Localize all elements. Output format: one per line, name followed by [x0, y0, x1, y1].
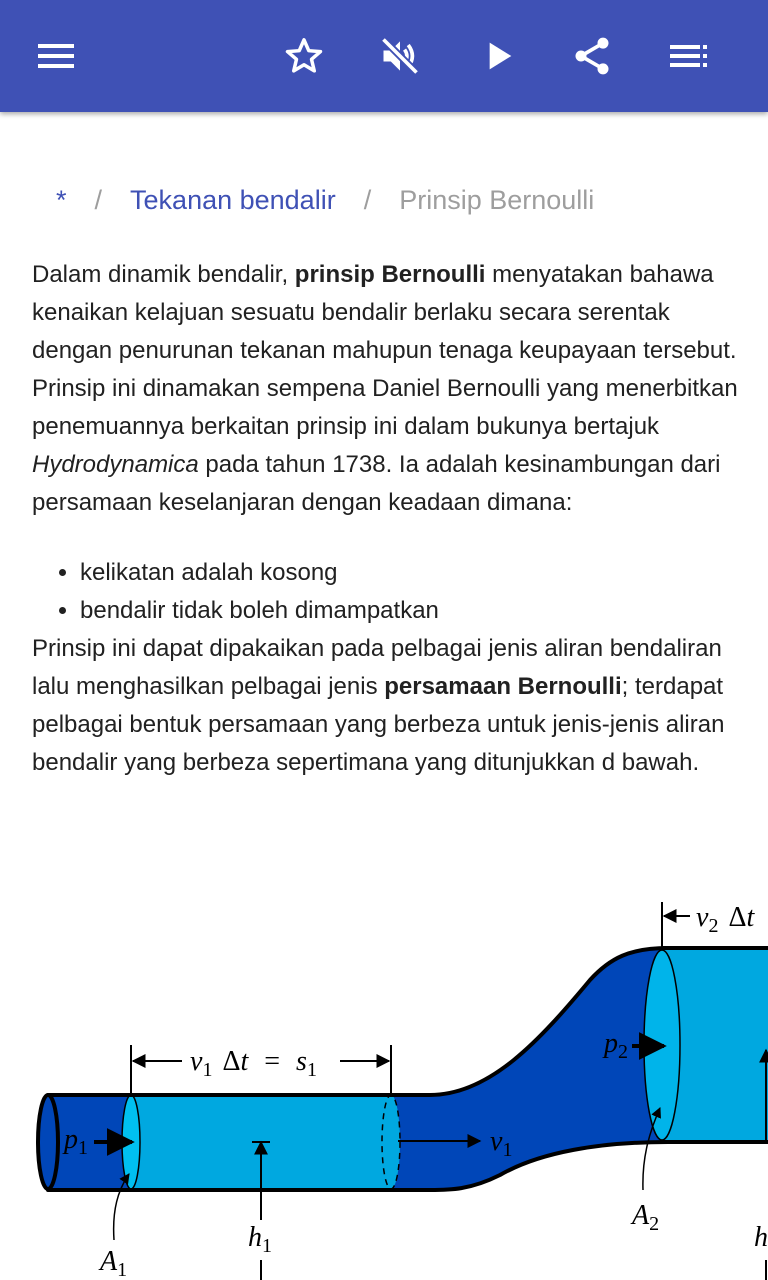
label-v1: $v_1$: [490, 1126, 513, 1161]
breadcrumb-separator: /: [363, 184, 372, 215]
label-A2: $A_2$: [632, 1200, 660, 1235]
share-icon: [570, 34, 614, 78]
breadcrumb-separator: /: [94, 184, 103, 215]
breadcrumb: [56, 180, 594, 220]
label-p1: $p_1$: [64, 1124, 88, 1159]
breadcrumb-parent-link[interactable]: Tekanan bendalir: [130, 184, 336, 215]
app-bar: [0, 0, 768, 112]
pipe-inlet: [38, 1095, 58, 1189]
label-h1: $h_1$: [248, 1222, 272, 1257]
star-outline-icon: [282, 34, 326, 78]
breadcrumb-current: Prinsip Bernoulli: [399, 184, 595, 215]
bold-term: persamaan Bernoulli: [384, 673, 622, 700]
bernoulli-diagram[interactable]: [0, 890, 768, 1280]
menu-icon: [36, 36, 76, 76]
paragraph-applications: [32, 630, 740, 782]
mute-button[interactable]: [372, 28, 428, 84]
text-run: menyatakan bahawa kenaikan kelajuan sesuatu bendalir berlaku secara serentak dengan penurunan tekanan mahupun tenaga keupayaan tersebut. Prinsip ini dinamakan sempena Daniel Bernoulli yang menerbitkan penemuannya berkaitan prinsip ini dalam bukunya bertajuk: [32, 261, 738, 440]
label-A1: $A_1$: [100, 1246, 128, 1280]
label-h2: h: [754, 1222, 768, 1253]
article-body: [32, 256, 740, 782]
play-icon: [478, 36, 518, 76]
conditions-list: [32, 554, 740, 630]
fluid-face-1-right: [382, 1095, 400, 1189]
volume-off-icon: [378, 34, 422, 78]
italic-title: Hydrodynamica: [32, 451, 199, 478]
label-p2: $p_2$: [604, 1028, 628, 1063]
share-button[interactable]: [564, 28, 620, 84]
play-button[interactable]: [470, 28, 526, 84]
more-menu-button[interactable]: [660, 28, 716, 84]
bold-term: prinsip Bernoulli: [294, 261, 486, 288]
label-v2-dt: $v_2$ Δt: [696, 902, 755, 937]
list-item: • bendalir tidak boleh dimampatkan: [80, 592, 740, 630]
paragraph-intro: [32, 256, 740, 522]
text-run: Prinsip ini dapat dipakaikan pada pelbagai jenis aliran bendaliran lalu menghasilkan pelbagai jenis: [32, 635, 722, 700]
label-s1: $v_1$ $\Delta t = s_1$: [190, 1046, 317, 1081]
bernoulli-diagram-svg: [0, 890, 768, 1280]
favorite-button[interactable]: [276, 28, 332, 84]
list-menu-icon: [668, 36, 708, 76]
breadcrumb-home-link[interactable]: *: [56, 184, 67, 215]
text-run: pada tahun 1738. Ia adalah kesinambungan dari persamaan keselanjaran dengan keadaan dimana:: [32, 451, 721, 516]
text-run: ; terdapat pelbagai bentuk persamaan yang berbeza untuk jenis-jenis aliran bendalir yang berbeza sepertimana yang ditunjukkan d bawah.: [32, 673, 725, 776]
list-item: • kelikatan adalah kosong: [80, 554, 740, 592]
menu-button[interactable]: [28, 28, 84, 84]
text-run: Dalam dinamik bendalir,: [32, 261, 295, 288]
